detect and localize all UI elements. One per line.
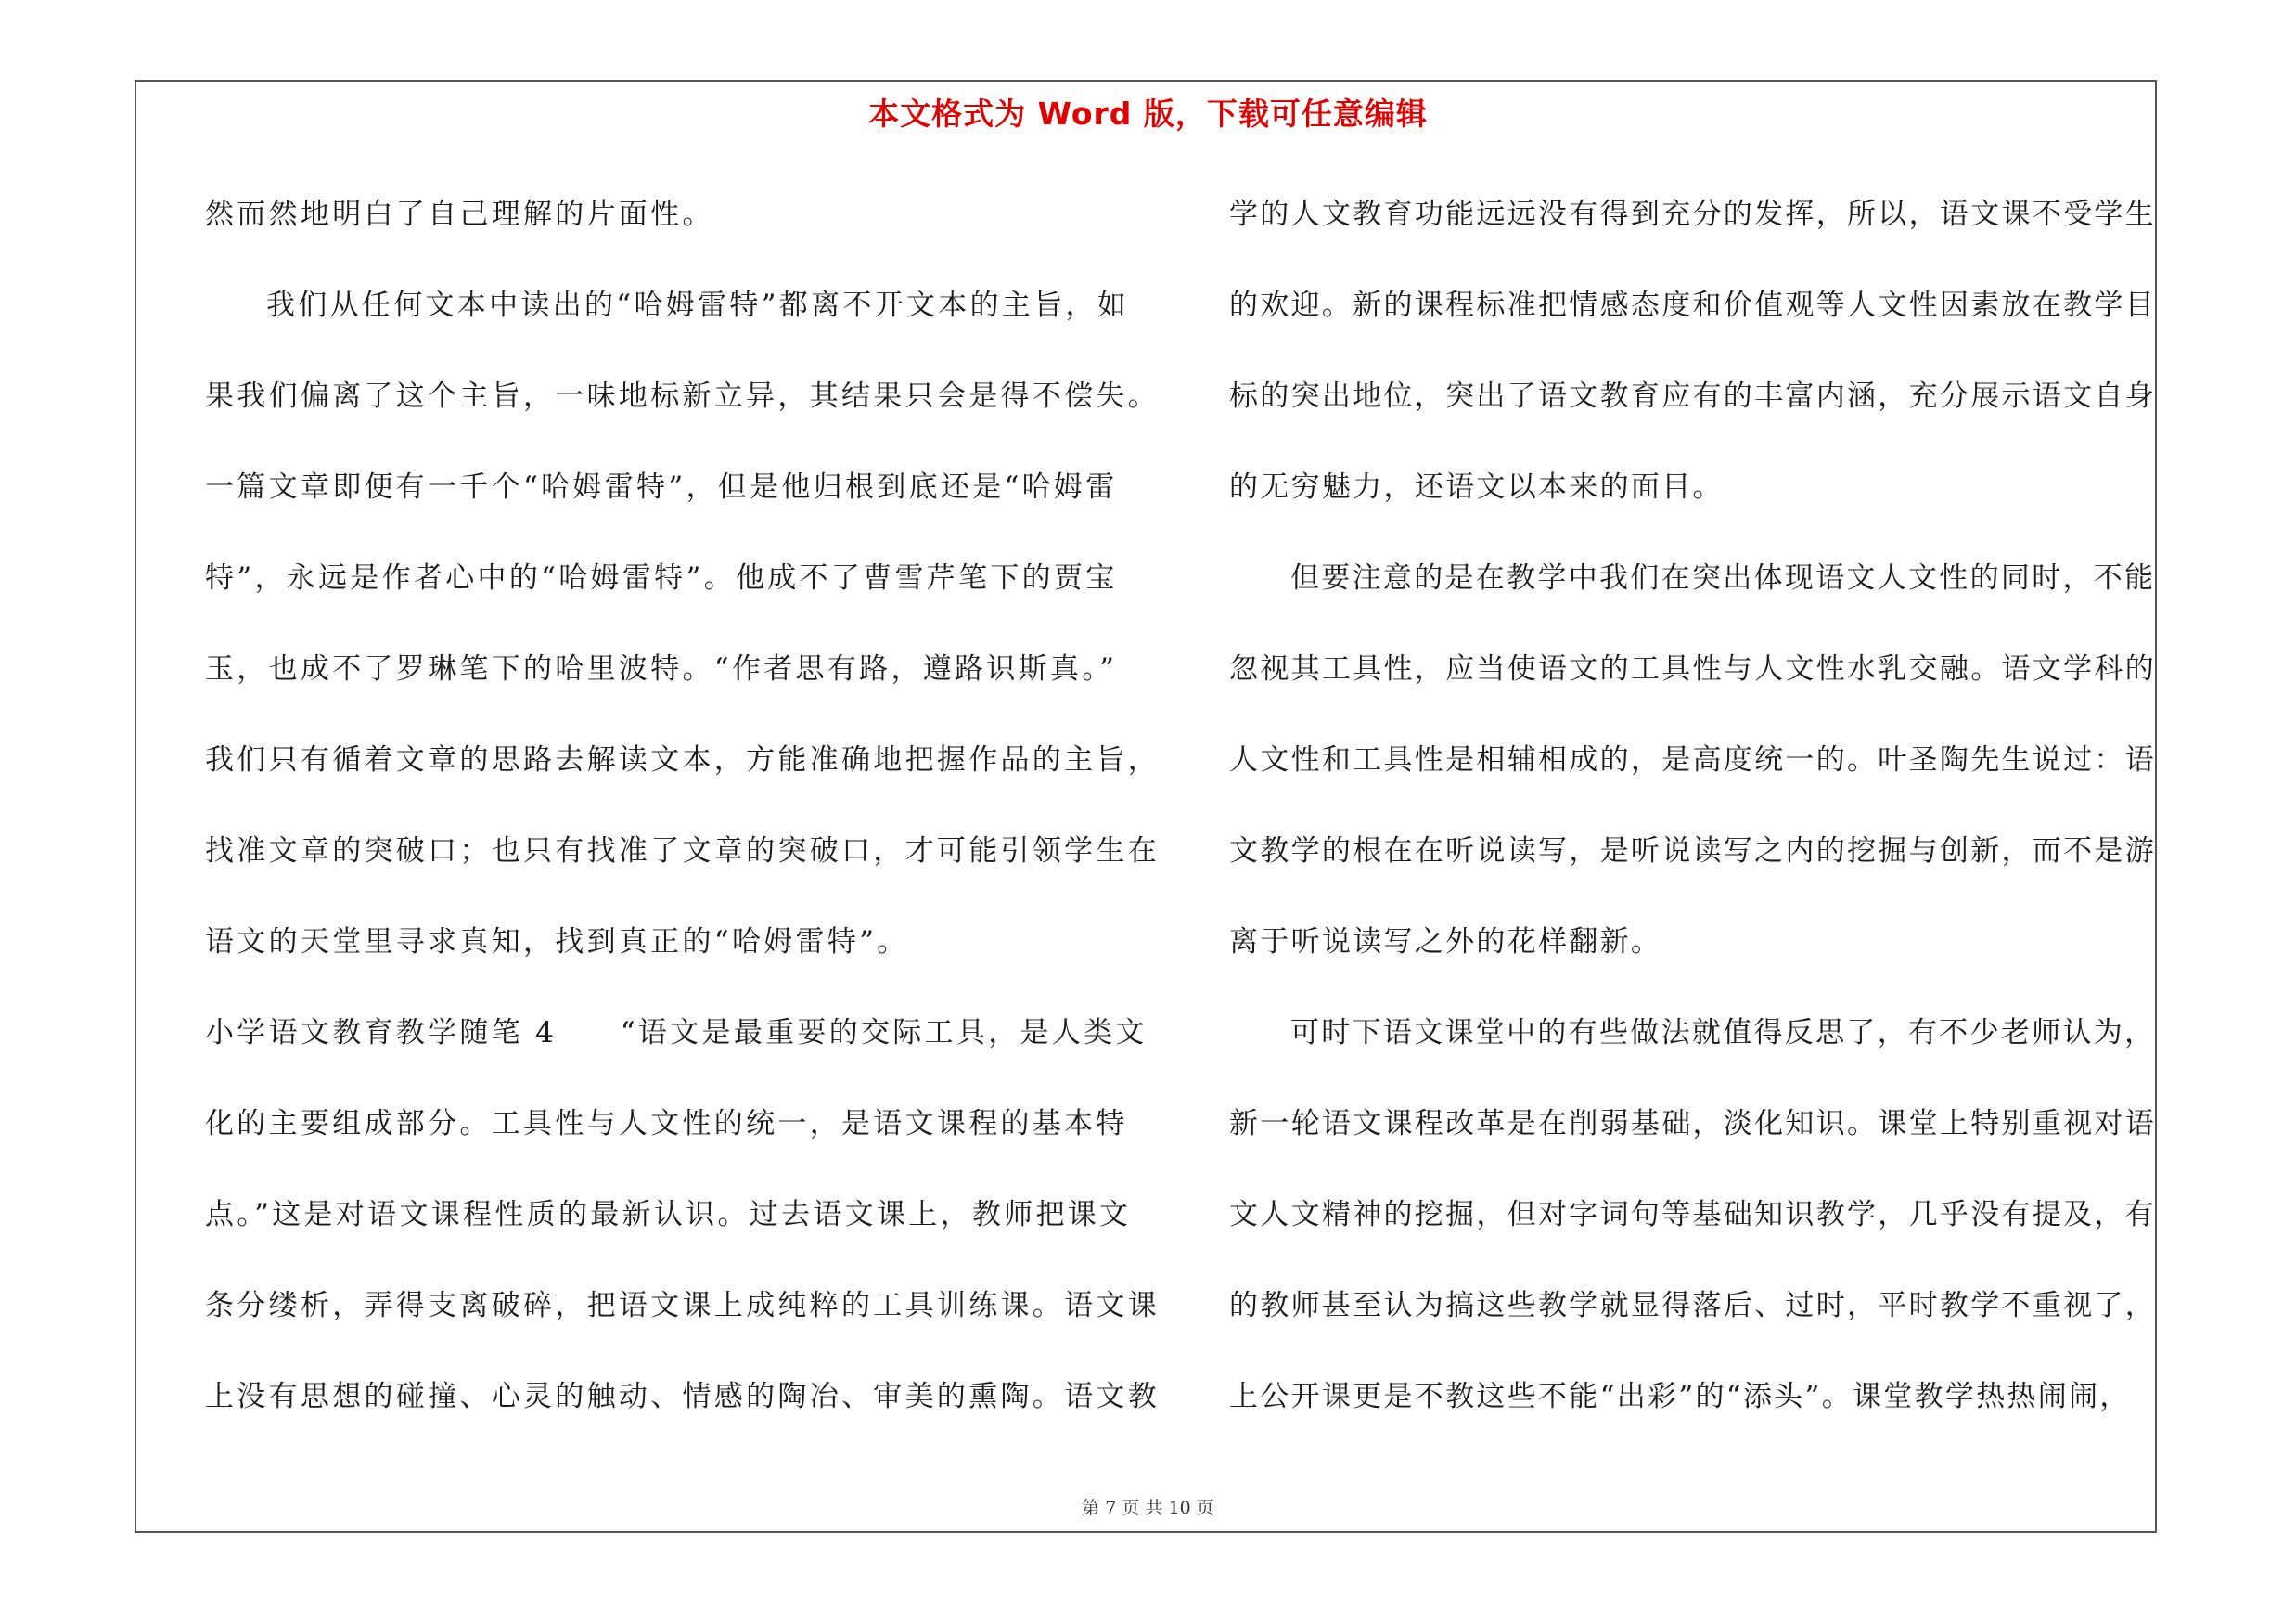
- text-line: 的欢迎。新的课程标准把情感态度和价值观等人文性因素放在教学目: [1229, 289, 2156, 322]
- text-line: 点。”这是对语文课程性质的最新认识。过去语文课上，教师把课文: [205, 1198, 1132, 1231]
- text-line: 文教学的根在在听说读写，是听说读写之内的挖掘与创新，而不是游: [1229, 834, 2156, 868]
- text-line: 语文的天堂里寻求真知，找到真正的“哈姆雷特”。: [205, 925, 909, 959]
- text-line: 标的突出地位，突出了语文教育应有的丰富内涵，充分展示语文自身: [1229, 380, 2156, 413]
- text-line: 忽视其工具性，应当使语文的工具性与人文性水乳交融。语文学科的: [1229, 652, 2156, 686]
- text-line: 化的主要组成部分。工具性与人文性的统一，是语文课程的基本特: [205, 1107, 1128, 1140]
- text-line: 文人文精神的挖掘，但对字词句等基础知识教学，几乎没有提及，有: [1229, 1198, 2156, 1231]
- right-text-column: [1229, 169, 2161, 1442]
- text-line: 但要注意的是在教学中我们在突出体现语文人文性的同时，不能: [1290, 561, 2156, 595]
- text-line: 新一轮语文课程改革是在削弱基础，淡化知识。课堂上特别重视对语: [1229, 1107, 2156, 1140]
- text-line: 一篇文章即便有一千个“哈姆雷特”，但是他归根到底还是“哈姆雷: [205, 470, 1118, 504]
- text-line: 玉，也成不了罗琳笔下的哈里波特。“作者思有路，遵路识斯真。”: [205, 652, 1118, 686]
- text-line: 学的人文教育功能远远没有得到充分的发挥，所以，语文课不受学生: [1229, 198, 2156, 231]
- page-number-footer: 第 7 页 共 10 页: [1082, 1498, 1214, 1518]
- text-line: 果我们偏离了这个主旨，一味地标新立异，其结果只会是得不偿失。: [205, 380, 1160, 413]
- text-line: 我们从任何文本中读出的“哈姆雷特”都离不开文本的主旨，如: [266, 289, 1130, 322]
- text-line: 我们只有循着文章的思路去解读文本，方能准确地把握作品的主旨，: [205, 743, 1160, 777]
- text-line: 上没有思想的碰撞、心灵的触动、情感的陶冶、审美的熏陶。语文教: [205, 1380, 1160, 1413]
- left-text-column: [205, 169, 1160, 1442]
- text-line: 的教师甚至认为搞这些教学就显得落后、过时，平时教学不重视了，: [1229, 1289, 2156, 1322]
- text-line: 特”，永远是作者心中的“哈姆雷特”。他成不了曹雪芹笔下的贾宝: [205, 561, 1118, 595]
- section-heading-line: 小学语文教育教学随笔 4 “语文是最重要的交际工具，是人类文: [205, 1016, 1148, 1050]
- text-line: 离于听说读写之外的花样翻新。: [1229, 925, 1662, 959]
- text-line: 条分缕析，弄得支离破碎，把语文课上成纯粹的工具训练课。语文课: [205, 1289, 1160, 1322]
- format-notice-banner: 本文格式为 Word 版，下载可任意编辑: [868, 96, 1428, 132]
- text-line: 上公开课更是不教这些不能“出彩”的“添头”。课堂教学热热闹闹，: [1229, 1380, 2131, 1413]
- text-line: 找准文章的突破口；也只有找准了文章的突破口，才可能引领学生在: [205, 834, 1160, 868]
- text-line: 人文性和工具性是相辅相成的，是高度统一的。叶圣陶先生说过：语: [1229, 743, 2156, 777]
- text-line: 的无穷魅力，还语文以本来的面目。: [1229, 470, 1724, 504]
- text-line: 可时下语文课堂中的有些做法就值得反思了，有不少老师认为，: [1290, 1016, 2156, 1050]
- text-line: 然而然地明白了自己理解的片面性。: [205, 198, 714, 231]
